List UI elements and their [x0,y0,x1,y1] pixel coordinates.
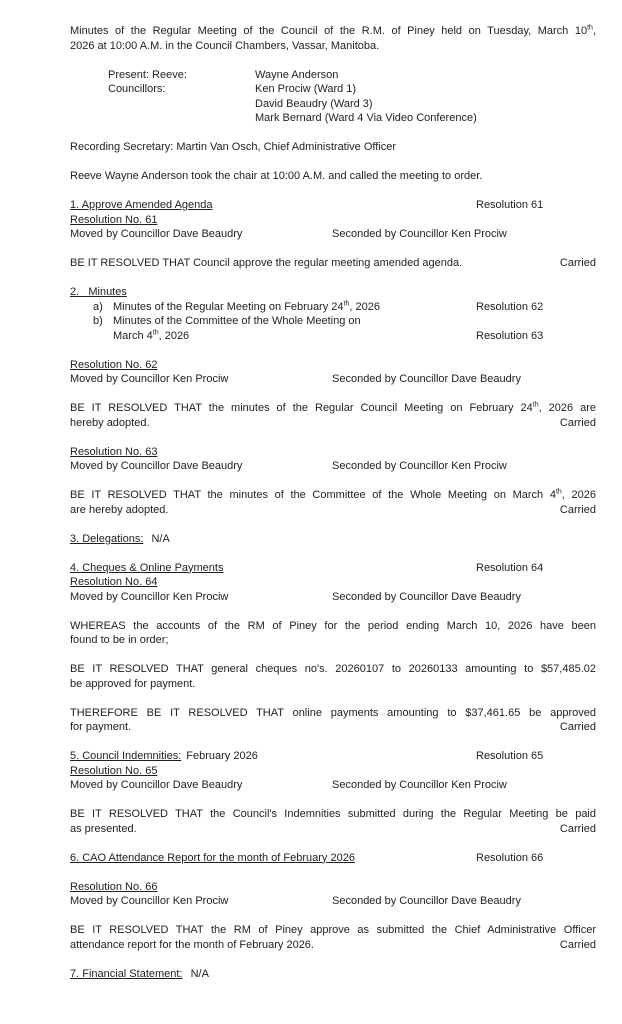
seconded-by-63: Seconded by Councillor Ken Prociw [332,460,507,472]
resolution-63-text-tail: are hereby adopted. [70,503,169,516]
resolution-no-64-row [70,575,596,590]
resolution-66-body [70,923,596,952]
councillor-name: Mark Bernard (Ward 4 Via Video Conference) [255,112,477,124]
section-2-heading-row [70,285,596,300]
resolution-63-header [70,445,596,474]
call-to-order-block [70,169,596,184]
resolution-66-header [70,880,596,909]
movers-row-62 [70,372,596,387]
section-1-heading: 1. Approve Amended Agenda [70,199,213,211]
intro-line-2: 2026 at 10:00 A.M. in the Council Chambers, Vassar, Manitoba. [70,39,380,52]
reeve-name: Wayne Anderson [255,68,339,81]
resolution-ref-66: Resolution 66 [476,851,544,864]
ordinal-suffix: th [152,328,159,336]
resolution-ref-61: Resolution 61 [476,199,544,211]
section-7-value: N/A [190,967,209,980]
section-6-heading-block [70,851,596,866]
item-b-label: b) [93,315,103,327]
attendance-row-councillor [70,82,596,97]
whereas-line-2: found to be in order; [70,634,169,646]
resolution-no-63: Resolution No. 63 [70,445,158,458]
resolution-65-text-line-1: BE IT RESOLVED THAT the Council's Indemnities submitted during the Regular Meeting be paid [70,808,596,820]
attendance-block [70,68,596,126]
carried-label-63: Carried [559,503,596,516]
section-2 [70,285,596,343]
section-5-heading-suffix: February 2026 [186,750,258,762]
resolution-no-65: Resolution No. 65 [70,764,158,777]
section-7-heading: 7. Financial Statement: [70,967,183,980]
item-b-text-pre: March 4 [113,329,153,342]
resolution-62-header [70,358,596,387]
resolution-ref-63: Resolution 63 [476,329,544,342]
attendance-row-councillor [70,97,596,112]
movers-row-63 [70,459,596,474]
resolution-no-62-row [70,358,596,373]
section-6-heading-row [70,851,596,866]
section-6-heading: 6. CAO Attendance Report for the month of February 2026 [70,851,355,864]
intro-line-1 [70,24,596,39]
whereas-line-1: WHEREAS the accounts of the RM of Piney for the period ending March 10, 2026 have been [70,619,596,632]
label-spacer [108,97,255,112]
resolution-no-61: Resolution No. 61 [70,213,158,226]
section-2-heading: 2. Minutes [70,286,127,298]
section-7 [70,967,596,982]
item-a-label: a) [93,300,103,313]
section-3-heading: 3. Delegations: [70,532,144,545]
section-3-value: N/A [151,532,170,545]
resolution-62-text-post: , 2026 are [538,402,596,414]
councillor-name: David Beaudry (Ward 3) [255,97,373,110]
movers-row-61 [70,227,596,242]
item-a-text-post: , 2026 [349,300,380,313]
resolution-no-65-row [70,764,596,779]
carried-label-65: Carried [559,822,596,835]
section-4-header [70,561,596,605]
movers-row-65 [70,778,596,793]
item-b-text-line-2 [113,329,189,344]
carried-label-64: Carried [559,721,596,733]
section-5-header [70,749,596,793]
resolution-no-66: Resolution No. 66 [70,880,158,893]
carried-label-62: Carried [559,416,596,429]
resolution-65-text-tail: as presented. [70,822,137,835]
ordinal-suffix: th [532,401,539,409]
resolution-no-63-row [70,445,596,460]
resolution-ref-62: Resolution 62 [476,300,544,313]
movers-row-66 [70,894,596,909]
moved-by-62: Moved by Councillor Ken Prociw [70,373,229,385]
councillors-label: Councillors: [108,83,166,95]
resolution-63-text-post: , 2026 [561,489,596,501]
resolution-no-64: Resolution No. 64 [70,576,158,588]
seconded-by-65: Seconded by Councillor Ken Prociw [332,779,507,791]
section-1-header [70,198,596,242]
resolution-62-body [70,401,596,430]
resolution-62-text-tail: hereby adopted. [70,416,150,429]
resolution-no-61-row [70,213,596,228]
recording-secretary-block [70,140,596,155]
section-1-resolution-body [70,256,596,271]
label-spacer [93,329,113,344]
moved-by-66: Moved by Councillor Ken Prociw [70,895,229,907]
resolution-66-text-line-2 [70,938,596,953]
resolution-62-text-pre: BE IT RESOLVED THAT the minutes of the Regular Council Meeting on February 24 [70,402,533,414]
seconded-by-64: Seconded by Councillor Dave Beaudry [332,590,521,603]
section-3-row [70,532,596,547]
ordinal-suffix: th [343,299,350,307]
cheques-resolved-paragraph [70,662,596,691]
section-3 [70,532,596,547]
present-reeve-label: Present: Reeve: [108,68,187,81]
councillor-name: Ken Prociw (Ward 1) [255,83,357,95]
resolution-63-text-line-1 [70,488,596,503]
resolution-65-body [70,807,596,836]
resolution-63-text-pre: BE IT RESOLVED THAT the minutes of the Committee of the Whole Meeting on March 4 [70,489,556,501]
cheques-line-1: BE IT RESOLVED THAT general cheques no's. 20260107 to 20260133 amounting to $57,485.02 [70,663,596,675]
cheques-line-2: be approved for payment. [70,677,196,690]
resolution-62-text-line-2 [70,416,596,431]
agenda-item-b-line-1 [70,314,596,329]
agenda-item-b-line-2 [70,329,596,344]
attendance-row-reeve [70,68,596,83]
section-5-heading-row [70,749,596,764]
therefore-text-tail: for payment. [70,721,132,733]
call-to-order-line: Reeve Wayne Anderson took the chair at 10:00 A.M. and called the meeting to order. [70,170,483,182]
carried-label-66: Carried [559,938,596,951]
ordinal-suffix: th [587,24,593,32]
attendance-row-councillor [70,111,596,126]
section-7-row [70,967,596,982]
seconded-by-66: Seconded by Councillor Dave Beaudry [332,895,521,907]
section-5-heading: 5. Council Indemnities: [70,750,182,762]
moved-by-65: Moved by Councillor Dave Beaudry [70,779,243,791]
moved-by-61: Moved by Councillor Dave Beaudry [70,228,243,240]
resolution-ref-65: Resolution 65 [476,750,544,762]
resolution-66-text-tail: attendance report for the month of February 2026. [70,938,314,951]
resolution-62-text-line-1 [70,401,596,416]
therefore-line-2 [70,720,596,735]
movers-row-64 [70,590,596,605]
agenda-item-a [70,300,596,315]
resolution-63-text-line-2 [70,503,596,518]
resolution-no-66-row [70,880,596,895]
whereas-paragraph [70,619,596,648]
section-4-heading-row [70,561,596,576]
item-b-text-post: , 2026 [158,329,190,342]
moved-by-63: Moved by Councillor Dave Beaudry [70,460,243,472]
therefore-paragraph [70,706,596,735]
intro-paragraph [70,24,596,53]
resolution-no-62: Resolution No. 62 [70,358,158,371]
resolution-66-text-line-1: BE IT RESOLVED THAT the RM of Piney approve as submitted the Chief Administrative Officer [70,924,596,936]
resolution-ref-64: Resolution 64 [476,561,544,574]
resolution-61-text: BE IT RESOLVED THAT Council approve the regular meeting amended agenda. [70,257,463,269]
moved-by-64: Moved by Councillor Ken Prociw [70,590,229,603]
item-a-text-pre: Minutes of the Regular Meeting on February 24 [113,300,344,313]
label-spacer [108,111,255,126]
item-b-text-line-1: Minutes of the Committee of the Whole Meeting on [113,315,361,327]
seconded-by-61: Seconded by Councillor Ken Prociw [332,228,507,240]
resolution-65-text-line-2 [70,822,596,837]
seconded-by-62: Seconded by Councillor Dave Beaudry [332,373,521,385]
therefore-line-1: THEREFORE BE IT RESOLVED THAT online payments amounting to $37,461.65 be approved [70,706,596,719]
intro-line-1-tail: , [592,25,596,37]
carried-label-61: Carried [559,257,596,269]
item-a-text [113,300,380,315]
ordinal-suffix: th [555,488,562,496]
resolution-61-text-row [70,256,596,271]
section-1-heading-row [70,198,596,213]
recording-secretary-line: Recording Secretary: Martin Van Osch, Chief Administrative Officer [70,141,397,153]
resolution-63-body [70,488,596,517]
section-4-heading: 4. Cheques & Online Payments [70,561,224,574]
intro-line-1-text: Minutes of the Regular Meeting of the Council of the R.M. of Piney held on Tuesday, March 10 [70,25,588,37]
